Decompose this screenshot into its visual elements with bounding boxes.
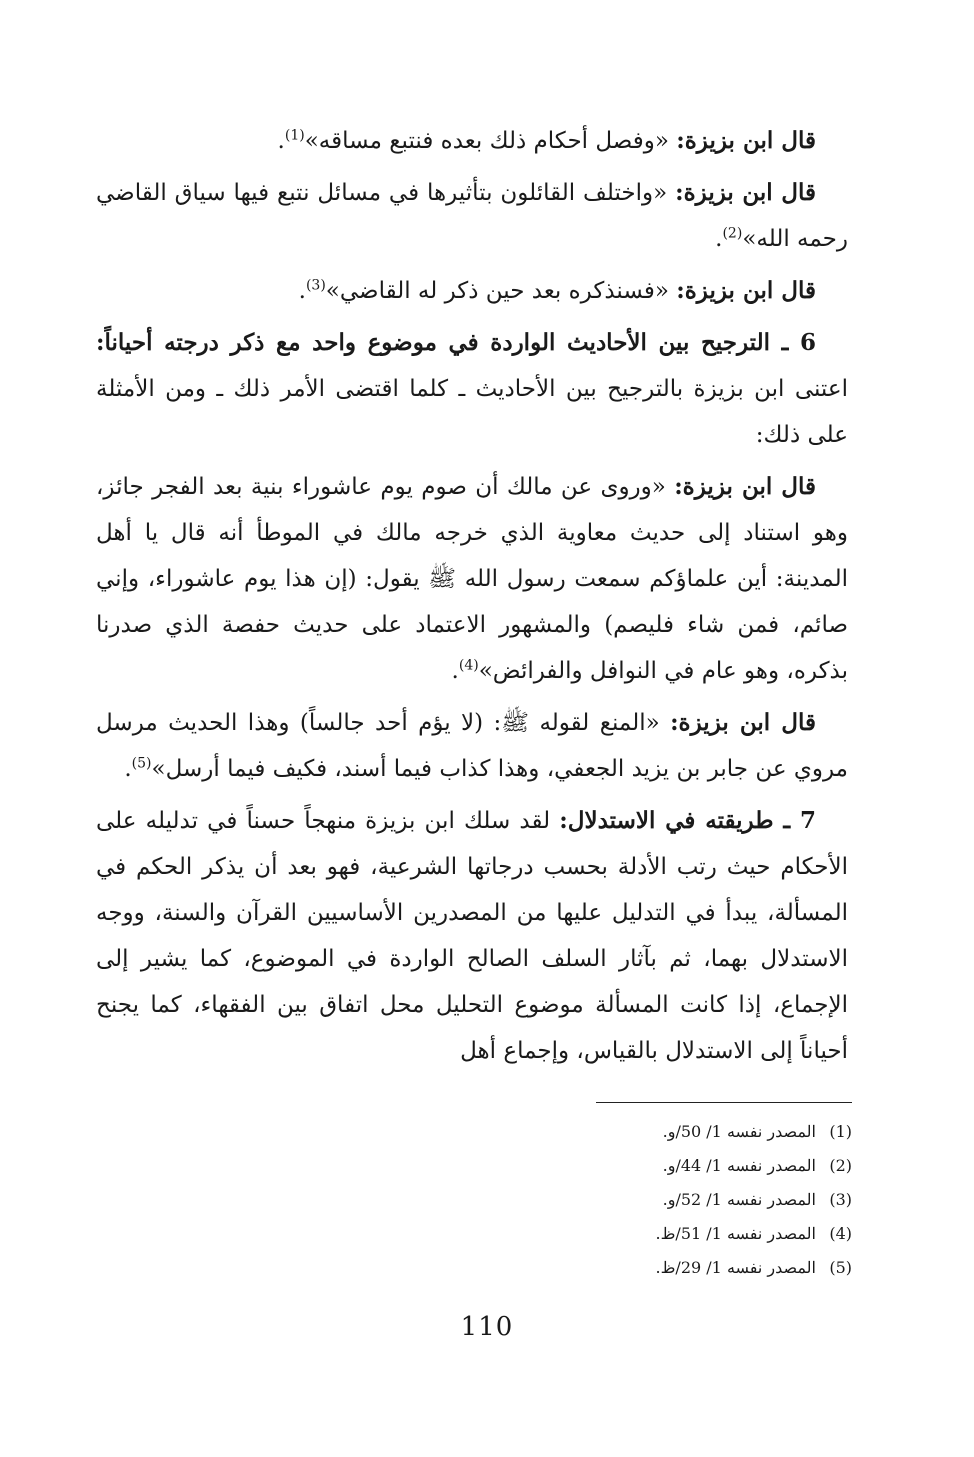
footnotes xyxy=(596,1102,852,1285)
footnote-number: (2) xyxy=(829,1156,852,1175)
footnote-item xyxy=(596,1183,852,1217)
footnote-text: المصدر نفسه 1/ 44/و. xyxy=(662,1156,816,1175)
footnote-text: المصدر نفسه 1/ 51/ظ. xyxy=(655,1224,816,1243)
footnote-item xyxy=(596,1251,852,1285)
page-number: 110 xyxy=(460,1312,514,1342)
paragraph-text: لقد سلك ابن بزيزة منهجاً حسناً في تدليله على الأحكام حيث رتب الأدلة بحسب درجاتها الشرعية، فهو بعد أن يذكر الحكم في المسألة، يبدأ في التدليل عليها من المصدرين الأساسيين القرآن والسنة، ووجه الاستدلال بهما، ثم بآثار السلف الصالح الواردة في الموضوع، كما يشير إلى الإجماع، إذا كانت المسألة موضوع التحليل محل اتفاق بين الفقهاء، كما يجنح أحياناً إلى الاستدلال بالقياس، وإجماع أهل xyxy=(96,808,848,1064)
footnote-ref[interactable]: (1) xyxy=(284,127,305,144)
footnote-number: (3) xyxy=(829,1190,852,1209)
footnote-text: المصدر نفسه 1/ 50/و. xyxy=(662,1122,816,1141)
paragraph-text: «وروى عن مالك أن صوم يوم عاشوراء بنية بعد الفجر جائز، وهو استناد إلى حديث معاوية الذي خرجه مالك في الموطأ أنه قال يا أهل المدينة: أين علماؤكم سمعت رسول الله ﷺ يقول: (إن هذا يوم عاشوراء، وإني صائم، فمن شاء فليصم) والمشهور الاعتماد على حديث حفصة الذي صدرنا بذكره، وهو عام في النوافل والفرائض» xyxy=(96,474,848,684)
paragraph-lead: قال ابن بزيزة: xyxy=(676,127,816,154)
footnote-text: المصدر نفسه 1/ 52/و. xyxy=(662,1190,816,1209)
footnote-number: (1) xyxy=(829,1122,852,1141)
footnote-ref[interactable]: (3) xyxy=(305,277,326,294)
footnote-text: المصدر نفسه 1/ 29/ظ. xyxy=(655,1258,816,1277)
paragraph-tail: . xyxy=(277,128,285,154)
footnote-ref[interactable]: (4) xyxy=(458,657,479,674)
paragraph xyxy=(96,268,848,314)
paragraph-lead: قال ابن بزيزة: xyxy=(675,179,816,206)
section-heading: 7 ـ طريقته في الاستدلال: xyxy=(559,807,816,834)
page-body xyxy=(96,118,848,1080)
footnote-item xyxy=(596,1149,852,1183)
section-heading-paragraph xyxy=(96,798,848,1074)
section-heading-paragraph xyxy=(96,320,848,458)
footnote-ref[interactable]: (5) xyxy=(131,755,152,772)
paragraph-text: «واختلف القائلون بتأثيرها في مسائل نتبع فيها سياق القاضي رحمه الله» xyxy=(96,180,848,252)
paragraph xyxy=(96,170,848,262)
paragraph-text: «فسنذكره بعد حين ذكر له القاضي» xyxy=(325,278,677,304)
paragraph-tail: . xyxy=(451,658,459,684)
paragraph-text: «المنع لقوله ﷺ: (لا يؤم أحد جالساً) وهذا الحديث مرسل مروي عن جابر بن يزيد الجعفي، وهذا كذاب فيما أسند، فكيف فيما أرسل» xyxy=(96,710,848,782)
footnote-number: (5) xyxy=(829,1258,852,1277)
paragraph-text: اعتنى ابن بزيزة بالترجيح بين الأحاديث ـ كلما اقتضى الأمر ذلك ـ ومن الأمثلة على ذلك: xyxy=(96,376,848,448)
paragraph-lead: قال ابن بزيزة: xyxy=(674,473,816,500)
paragraph xyxy=(96,700,848,792)
paragraph-tail: . xyxy=(124,756,132,782)
paragraph-lead: قال ابن بزيزة: xyxy=(676,277,816,304)
paragraph-tail: . xyxy=(298,278,306,304)
footnote-ref[interactable]: (2) xyxy=(722,225,743,242)
section-heading: 6 ـ الترجيح بين الأحاديث الواردة في موضوع واحد مع ذكر درجته أحياناً: xyxy=(96,329,816,356)
paragraph xyxy=(96,464,848,694)
footnote-item xyxy=(596,1217,852,1251)
paragraph-tail: . xyxy=(715,226,723,252)
footnote-number: (4) xyxy=(829,1224,852,1243)
footnote-item xyxy=(596,1115,852,1149)
paragraph-lead: قال ابن بزيزة: xyxy=(670,709,816,736)
paragraph xyxy=(96,118,848,164)
paragraph-text: «وفصل أحكام ذلك بعده فنتبع مساقه» xyxy=(304,128,677,154)
